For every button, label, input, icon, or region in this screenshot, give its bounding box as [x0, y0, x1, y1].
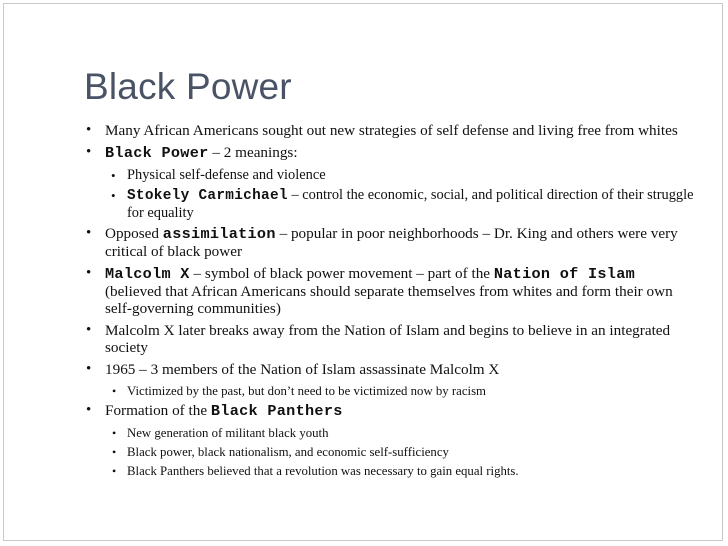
- bullet-text: Victimized by the past, but don’t need to be victimized now by racism: [127, 384, 486, 398]
- bullet-icon: •: [86, 322, 92, 338]
- sub-bullet-item: [84, 167, 694, 184]
- bullet-icon: •: [112, 445, 117, 459]
- sub-bullet-item: [84, 383, 694, 399]
- bullet-item: [84, 122, 694, 139]
- bullet-text: 1965 – 3 members of the Nation of Islam assassinate Malcolm X: [105, 361, 500, 378]
- bullet-text: (believed that African Americans should separate themselves from whites and form their own self-governing communities): [105, 283, 673, 317]
- bullet-icon: •: [86, 122, 92, 138]
- bullet-item: [84, 361, 694, 378]
- bullet-text: – control the economic, social, and political direction of their struggle for equality: [127, 187, 694, 221]
- bullet-icon: •: [111, 188, 116, 203]
- bullet-text: – 2 meanings:: [208, 144, 298, 161]
- bullet-text: Formation of the: [105, 402, 211, 419]
- bullet-icon: •: [86, 402, 92, 418]
- slide: [3, 3, 723, 541]
- bullet-text: New generation of militant black youth: [127, 426, 329, 440]
- bullet-icon: •: [112, 384, 117, 398]
- bullet-icon: •: [86, 265, 92, 281]
- bullet-icon: •: [111, 168, 116, 183]
- bullet-icon: •: [112, 426, 117, 440]
- bullet-text: – popular in poor neighborhoods – Dr. King and others were very critical of black power: [105, 225, 678, 260]
- sub-bullet-item: [84, 187, 694, 222]
- bullet-text: Malcolm X later breaks away from the Nation of Islam and begins to believe in an integrated society: [105, 322, 671, 356]
- bullet-icon: •: [112, 464, 117, 478]
- sub-bullet-item: [84, 463, 694, 479]
- bullet-icon: •: [86, 144, 92, 160]
- bullet-item: [84, 322, 694, 356]
- bullet-text: Black Panthers believed that a revolution was necessary to gain equal rights.: [127, 464, 519, 478]
- bold-term: Malcolm X: [105, 265, 190, 283]
- bullet-item: [84, 144, 694, 162]
- bullet-text: – symbol of black power movement – part of the: [189, 265, 494, 282]
- bold-term: Nation of Islam: [493, 265, 636, 283]
- bold-term: assimilation: [162, 225, 276, 243]
- bold-term: Stokely Carmichael: [127, 188, 288, 204]
- bullet-text: Opposed: [105, 225, 163, 242]
- sub-bullet-item: [84, 444, 694, 460]
- bullet-text: Physical self-defense and violence: [127, 167, 326, 183]
- bullet-list: [84, 122, 694, 482]
- sub-bullet-item: [84, 425, 694, 441]
- bullet-item: [84, 265, 694, 317]
- bullet-item: [84, 402, 694, 420]
- bullet-icon: •: [86, 361, 92, 377]
- bullet-text: Many African Americans sought out new strategies of self defense and living free from whites: [105, 122, 678, 139]
- bold-term: Black Panthers: [210, 402, 343, 420]
- bold-term: Black Power: [105, 144, 209, 162]
- bullet-text: Black power, black nationalism, and economic self-sufficiency: [127, 445, 449, 459]
- bullet-icon: •: [86, 225, 92, 241]
- bullet-item: [84, 225, 694, 260]
- slide-title: Black Power: [84, 66, 292, 107]
